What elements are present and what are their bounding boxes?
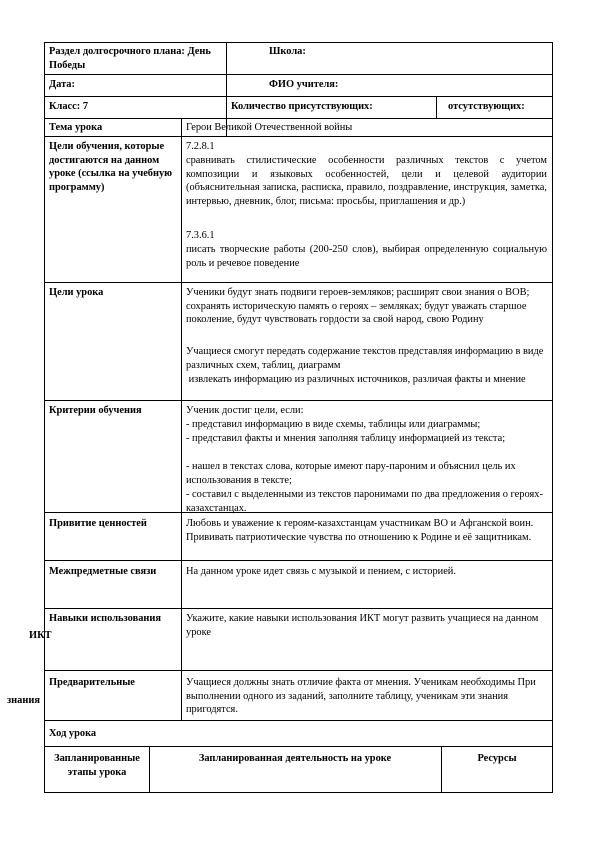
lesson-goals-p1: Ученики будут знать подвиги героев-земляков; расширят свои знания о ВОВ; сохранять историческую память о героях – земляках; будут уважать старшое поколение, будут чувствовать гордости за свой народ, свою Родину <box>186 287 530 326</box>
criteria-intro: Ученик достиг цели, если: <box>186 405 304 416</box>
table-border <box>44 670 553 671</box>
criteria-label: Критерии обучения <box>49 405 142 416</box>
section-label: Раздел долгосрочного плана: День Победы <box>49 46 211 71</box>
goals-text-2: писать творческие работы (200-250 слов), выбирая определенную социальную роль и речевое поведение <box>186 244 547 269</box>
lesson-goals-p2: Учащиеся смогут передать содержание текстов представляя информацию в виде различных схем, таблиц, диаграмм <box>186 346 544 371</box>
goals-code-2: 7.3.6.1 <box>186 230 215 241</box>
table-border <box>44 560 553 561</box>
table-border <box>44 792 553 793</box>
table-border <box>44 42 45 793</box>
table-border <box>181 118 182 720</box>
goals-text-1: сравнивать стилистические особенности различных текстов с учетом композиции и языковых особенностей, цели и целевой аудитории (объяснительная записка, расписка, правило, поздравление, инструкция, заметка, интервью, дневник, блог, письма: просьбы, приглашения и др.) <box>186 155 547 207</box>
date-label: Дата: <box>49 79 75 90</box>
ict-text: Укажите, какие навыки использования ИКТ могут развить учащиеся на данном уроке <box>186 613 539 638</box>
class-label: Класс: 7 <box>49 101 89 112</box>
prior-text: Учащиеся должны знать отличие факта от мнения. Ученикам необходимы При выполнении одного из заданий, заполните таблицу, ученикам эти знания пригодятся. <box>186 677 536 716</box>
goals-label: Цели обучения, которые достигаются на данном уроке (ссылка на учебную программу) <box>49 141 173 193</box>
table-border <box>44 96 553 97</box>
goals-code-1: 7.2.8.1 <box>186 141 215 152</box>
table-border <box>44 118 553 119</box>
table-border <box>44 720 553 721</box>
table-border <box>552 42 553 793</box>
lesson-goals-p3: извлекать информацию из различных источников, различая факты и мнение <box>186 374 526 385</box>
values-label: Привитие ценностей <box>49 518 147 529</box>
cross-label: Межпредметные связи <box>49 566 157 577</box>
criteria-item: - представил информацию в виде схемы, таблицы или диаграммы; <box>186 419 481 430</box>
values-text: Любовь и уважение к героям-казахстанцам участникам ВО и Афганской воин. Прививать патриотические чувства по отношению к Родине и её защитникам. <box>186 518 534 543</box>
table-border <box>44 136 553 137</box>
table-border <box>436 96 437 118</box>
criteria-item: - составил с выделенными из текстов паронимами по два предложения о героях-казахстанцах. <box>186 489 543 514</box>
table-border <box>44 400 553 401</box>
cross-text: На данном уроке идет связь с музыкой и пением, с историей. <box>186 566 456 577</box>
ict-label: Навыки использования <box>49 613 161 624</box>
table-border <box>44 746 553 747</box>
criteria-item: - представил факты и мнения заполняя таблицу информацией из текста; <box>186 433 506 444</box>
absent-label: отсутствующих: <box>448 101 525 112</box>
topic-label: Тема урока <box>49 122 103 133</box>
ict-label-overflow: ИКТ <box>29 630 52 641</box>
table-border <box>44 74 553 75</box>
topic-value: Герои Великой Отечественной войны <box>186 122 353 133</box>
table-border <box>44 282 553 283</box>
course-col-stages: Запланированные этапы урока <box>54 753 140 778</box>
teacher-label: ФИО учителя: <box>269 79 339 90</box>
present-label: Количество присутствующих: <box>231 101 373 112</box>
table-border <box>44 608 553 609</box>
course-col-activity: Запланированная деятельность на уроке <box>198 753 392 764</box>
course-title: Ход урока <box>49 728 97 739</box>
table-border <box>44 42 553 43</box>
prior-label-overflow: знания <box>7 695 40 706</box>
criteria-item: - нашел в текстах слова, которые имеют пару-пароним и объяснил цель их использования в тексте; <box>186 461 516 486</box>
lesson-goals-label: Цели урока <box>49 287 104 298</box>
course-col-resources: Ресурсы <box>477 753 517 764</box>
school-label: Школа: <box>269 46 306 57</box>
prior-label: Предварительные <box>49 677 135 688</box>
